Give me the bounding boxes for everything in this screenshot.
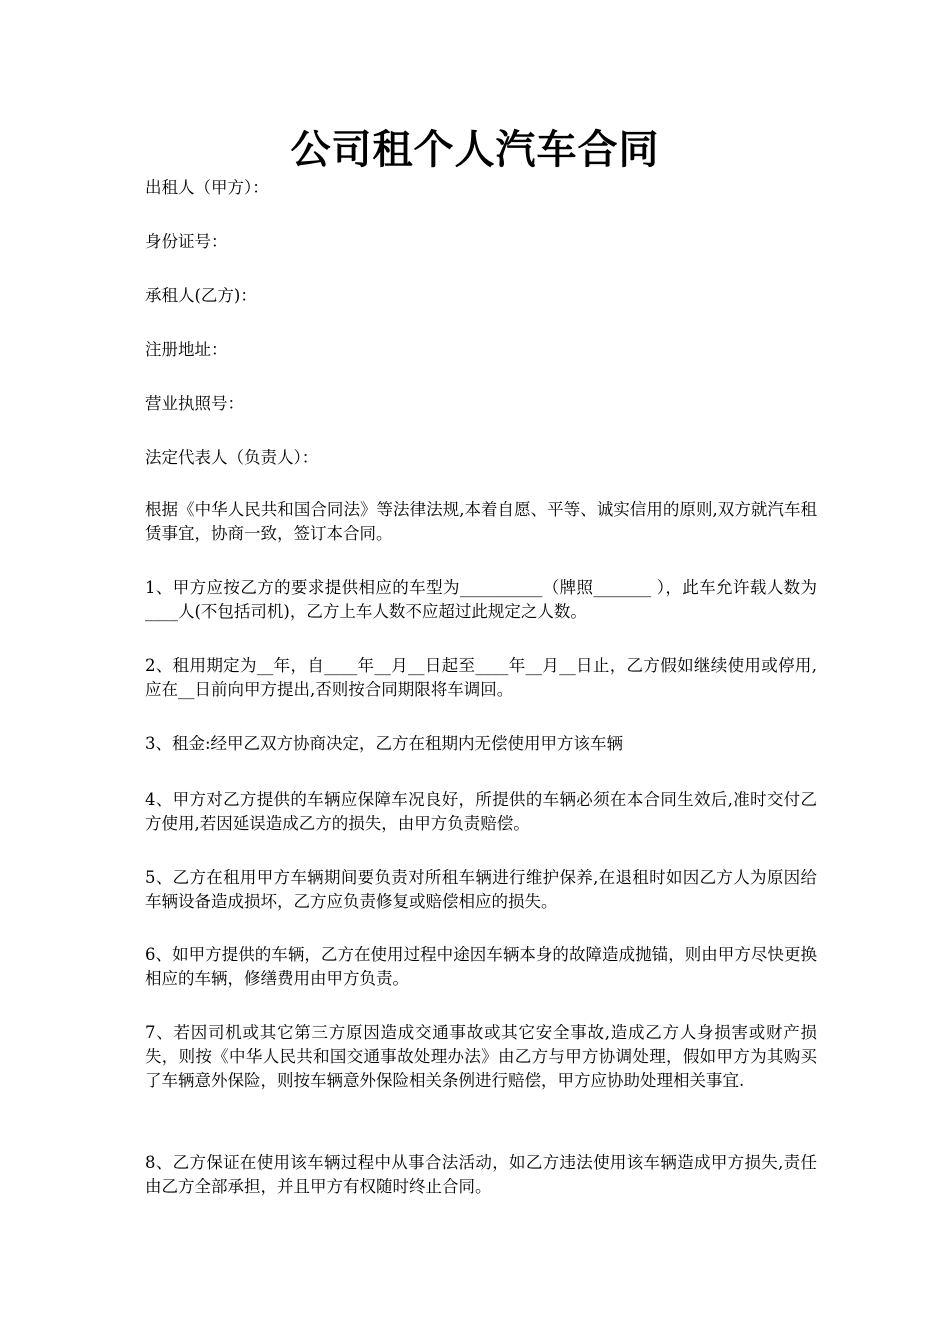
legal-representative-field: 法定代表人（负责人）： <box>145 448 319 467</box>
lessor-field: 出租人（甲方）： <box>145 178 269 197</box>
clause-3: 3、租金:经甲乙双方协商决定，乙方在租期内无偿使用甲方该车辆 <box>145 734 624 753</box>
lessee-field: 承租人(乙方)： <box>145 286 257 305</box>
id-number-field: 身份证号： <box>145 232 228 251</box>
clause-4: 4、甲方对乙方提供的车辆应保障车况良好，所提供的车辆必须在本合同生效后,准时交付乙方使用,若因延误造成乙方的损失，由甲方负责赔偿。 <box>145 790 817 833</box>
preamble-paragraph: 根据《中华人民共和国合同法》等法律法规,本着自愿、平等、诚实信用的原则,双方就汽车租赁事宜，协商一致，签订本合同。 <box>145 500 817 543</box>
clause-6: 6、如甲方提供的车辆，乙方在使用过程中途因车辆本身的故障造成抛锚，则由甲方尽快更换相应的车辆，修缮费用由甲方负责。 <box>145 945 817 988</box>
business-license-field: 营业执照号： <box>145 394 244 413</box>
registered-address-field: 注册地址： <box>145 340 228 359</box>
clause-7: 7、若因司机或其它第三方原因造成交通事故或其它安全事故,造成乙方人身损害或财产损失，则按《中华人民共和国交通事故处理办法》由乙方与甲方协调处理，假如甲方为其购买了车辆意外保险，则按车辆意外保险相关条例进行赔偿，甲方应协助处理相关事宜. <box>145 1023 817 1090</box>
document-title: 公司租个人汽车合同 <box>290 126 660 173</box>
clause-2: 2、租用期定为__年，自____年__月__日起至____年__月__日止，乙方假如继续使用或停用,应在__日前向甲方提出,否则按合同期限将车调回。 <box>145 656 817 699</box>
clause-5: 5、乙方在租用甲方车辆期间要负责对所租车辆进行维护保养,在退租时如因乙方人为原因给车辆设备造成损坏，乙方应负责修复或赔偿相应的损失。 <box>145 868 817 911</box>
clause-8: 8、乙方保证在使用该车辆过程中从事合法活动，如乙方违法使用该车辆造成甲方损失,责任由乙方全部承担，并且甲方有权随时终止合同。 <box>145 1153 817 1196</box>
clause-1: 1、甲方应按乙方的要求提供相应的车型为__________（牌照_______ ），此车允许载人数为____人(不包括司机)，乙方上车人数不应超过此规定之人数。 <box>145 578 817 621</box>
